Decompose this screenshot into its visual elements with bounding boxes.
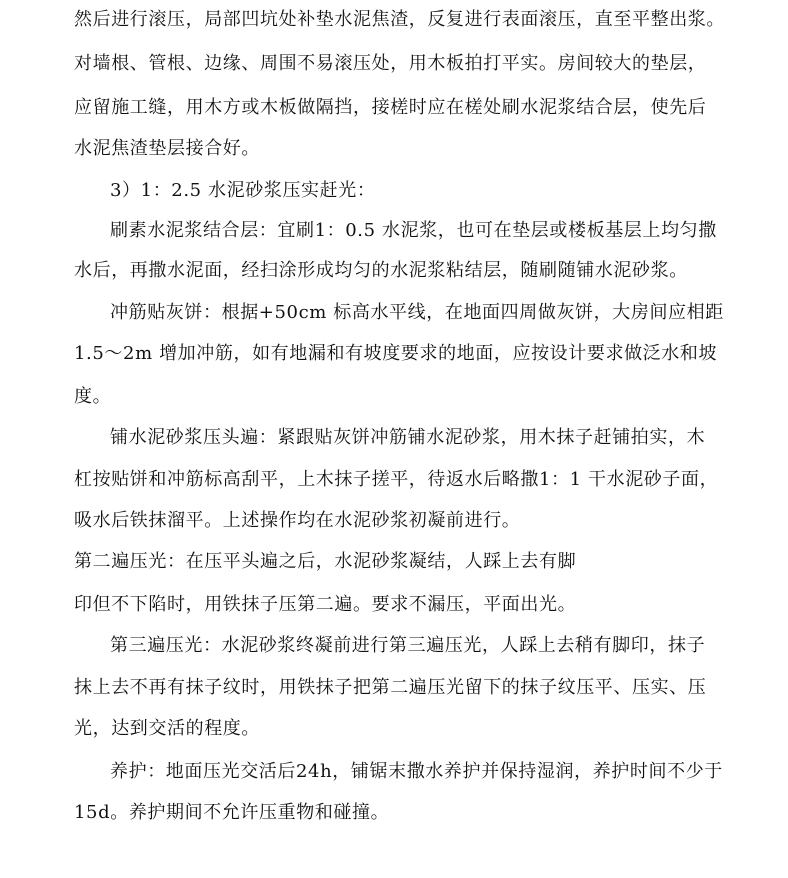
text-line: 铺水泥砂浆压头遍：紧跟贴灰饼冲筋铺水泥砂浆，用木抹子赶铺拍实，木 [110,427,706,448]
text-line: 第二遍压光：在压平头遍之后，水泥砂浆凝结，人踩上去有脚 [74,551,577,572]
text-line: 养护：地面压光交活后24h，铺锯末撒水养护并保持湿润，养护时间不少于 [110,761,723,782]
text-line: 冲筋贴灰饼：根据+50cm 标高水平线，在地面四周做灰饼，大房间应相距 [110,302,724,323]
text-line: 度。 [74,386,112,407]
text-line: 3）1：2.5 水泥砂浆压实赶光： [110,180,376,201]
text-line: 对墙根、管根、边缘、周围不易滚压处，用木板拍打平实。房间较大的垫层， [74,53,707,74]
text-line: 应留施工缝，用木方或木板做隔挡，接槎时应在槎处刷水泥浆结合层，使先后 [74,97,707,118]
text-line: 然后进行滚压，局部凹坑处补垫水泥焦渣，反复进行表面滚压，直至平整出浆。 [74,9,725,30]
text-line: 15d。养护期间不允许压重物和碰撞。 [74,802,390,823]
text-line: 第三遍压光：水泥砂浆终凝前进行第三遍压光，人踩上去稍有脚印，抹子 [110,635,706,656]
text-line: 印但不下陷时，用铁抹子压第二遍。要求不漏压，平面出光。 [74,594,577,615]
text-line: 杠按贴饼和冲筋标高刮平，上木抹子搓平，待返水后略撒1：1 干水泥砂子面， [74,469,719,490]
text-line: 水泥焦渣垫层接合好。 [74,138,260,159]
text-line: 水后，再撒水泥面，经扫涂形成均匀的水泥浆粘结层，随刷随铺水泥砂浆。 [74,260,688,281]
text-line: 光，达到交活的程度。 [74,718,260,739]
text-line: 抹上去不再有抹子纹时，用铁抹子把第二遍压光留下的抹子纹压平、压实、压 [74,677,707,698]
text-line: 1.5～2m 增加冲筋，如有地漏和有坡度要求的地面，应按设计要求做泛水和坡 [74,343,718,364]
text-line: 刷素水泥浆结合层：宜刷1：0.5 水泥浆，也可在垫层或楼板基层上均匀撒 [110,220,717,241]
text-line: 吸水后铁抹溜平。上述操作均在水泥砂浆初凝前进行。 [74,510,521,531]
